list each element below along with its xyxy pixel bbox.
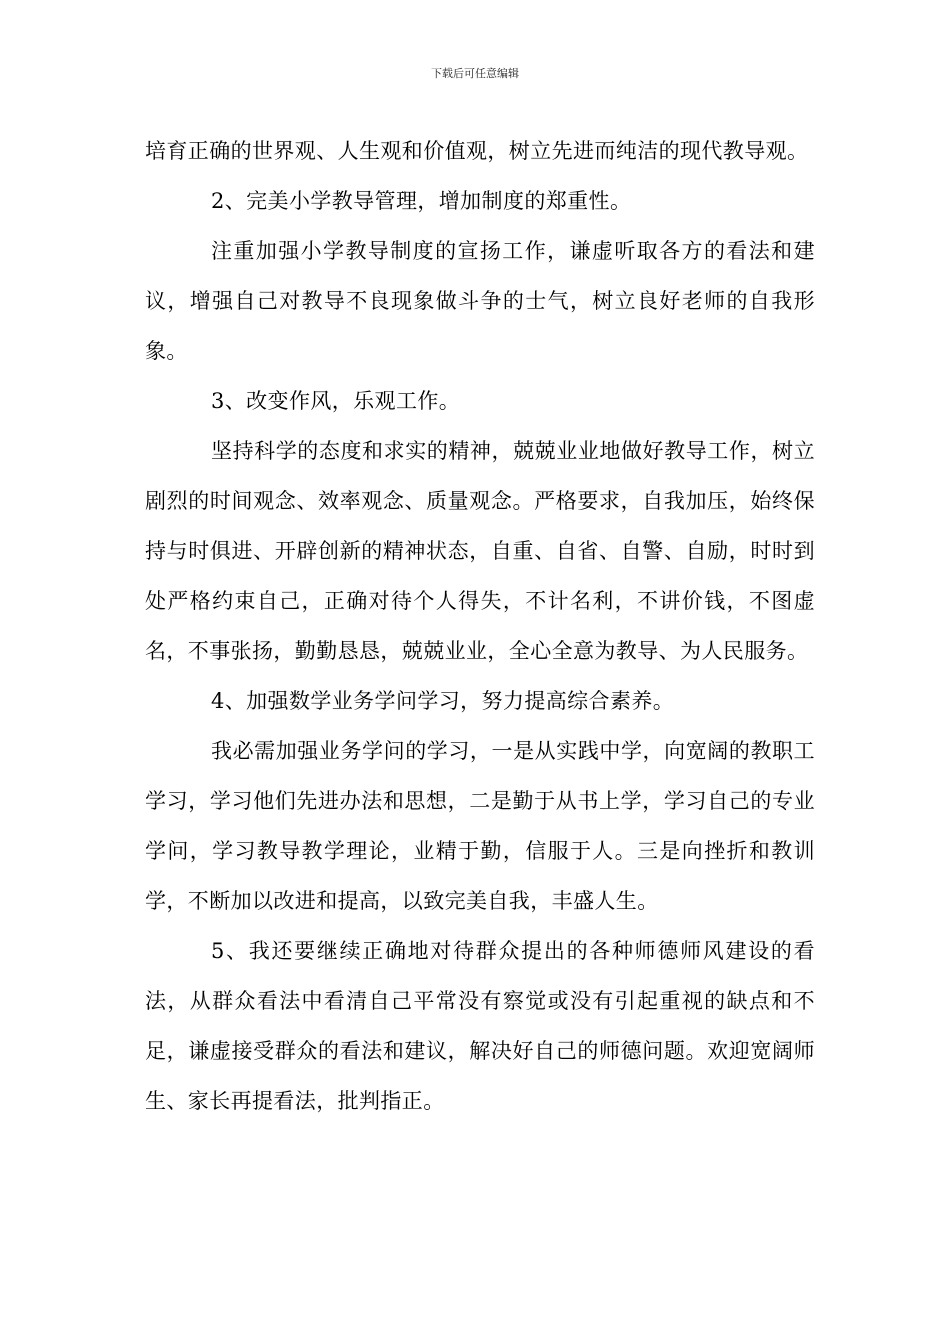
paragraph-1: 培育正确的世界观、人生观和价值观，树立先进而纯洁的现代教导观。 — [145, 139, 809, 163]
paragraph-5: 坚持科学的态度和求实的精神，兢兢业业地做好教导工作，树立剧烈的时间观念、效率观念、质量观念。严格要求，自我加压，始终保持与时俱进、开辟创新的精神状态，自重、自省、自警、自励，时时到处严格约束自己，正确对待个人得失，不计名利，不讲价钱，不图虚名，不事张扬，勤勤恳恳，兢兢业业，全心全意为教导、为人民服务。 — [145, 439, 815, 663]
paragraph-4-heading: 3、改变作风，乐观工作。 — [211, 389, 461, 413]
paragraph-3: 注重加强小学教导制度的宣扬工作，谦虚听取各方的看法和建议，增强自己对教导不良现象做斗争的士气，树立良好老师的自我形象。 — [145, 239, 815, 363]
page-header-note: 下载后可任意编辑 — [431, 67, 519, 80]
document-body — [145, 126, 815, 1126]
paragraph-7: 我必需加强业务学问的学习，一是从实践中学，向宽阔的教职工学习，学习他们先进办法和思想，二是勤于从书上学，学习自己的专业学问，学习教导教学理论，业精于勤，信服于人。三是向挫折和教训学，不断加以改进和提高，以致完美自我，丰盛人生。 — [145, 739, 815, 913]
paragraph-2-heading: 2、完美小学教导管理，增加制度的郑重性。 — [211, 189, 632, 213]
paragraph-8: 5、我还要继续正确地对待群众提出的各种师德师风建设的看法，从群众看法中看清自己平常没有察觉或没有引起重视的缺点和不足，谦虚接受群众的看法和建议，解决好自己的师德问题。欢迎宽阔师生、家长再提看法，批判指正。 — [145, 939, 815, 1113]
paragraph-6-heading: 4、加强数学业务学问学习，努力提高综合素养。 — [211, 689, 675, 713]
